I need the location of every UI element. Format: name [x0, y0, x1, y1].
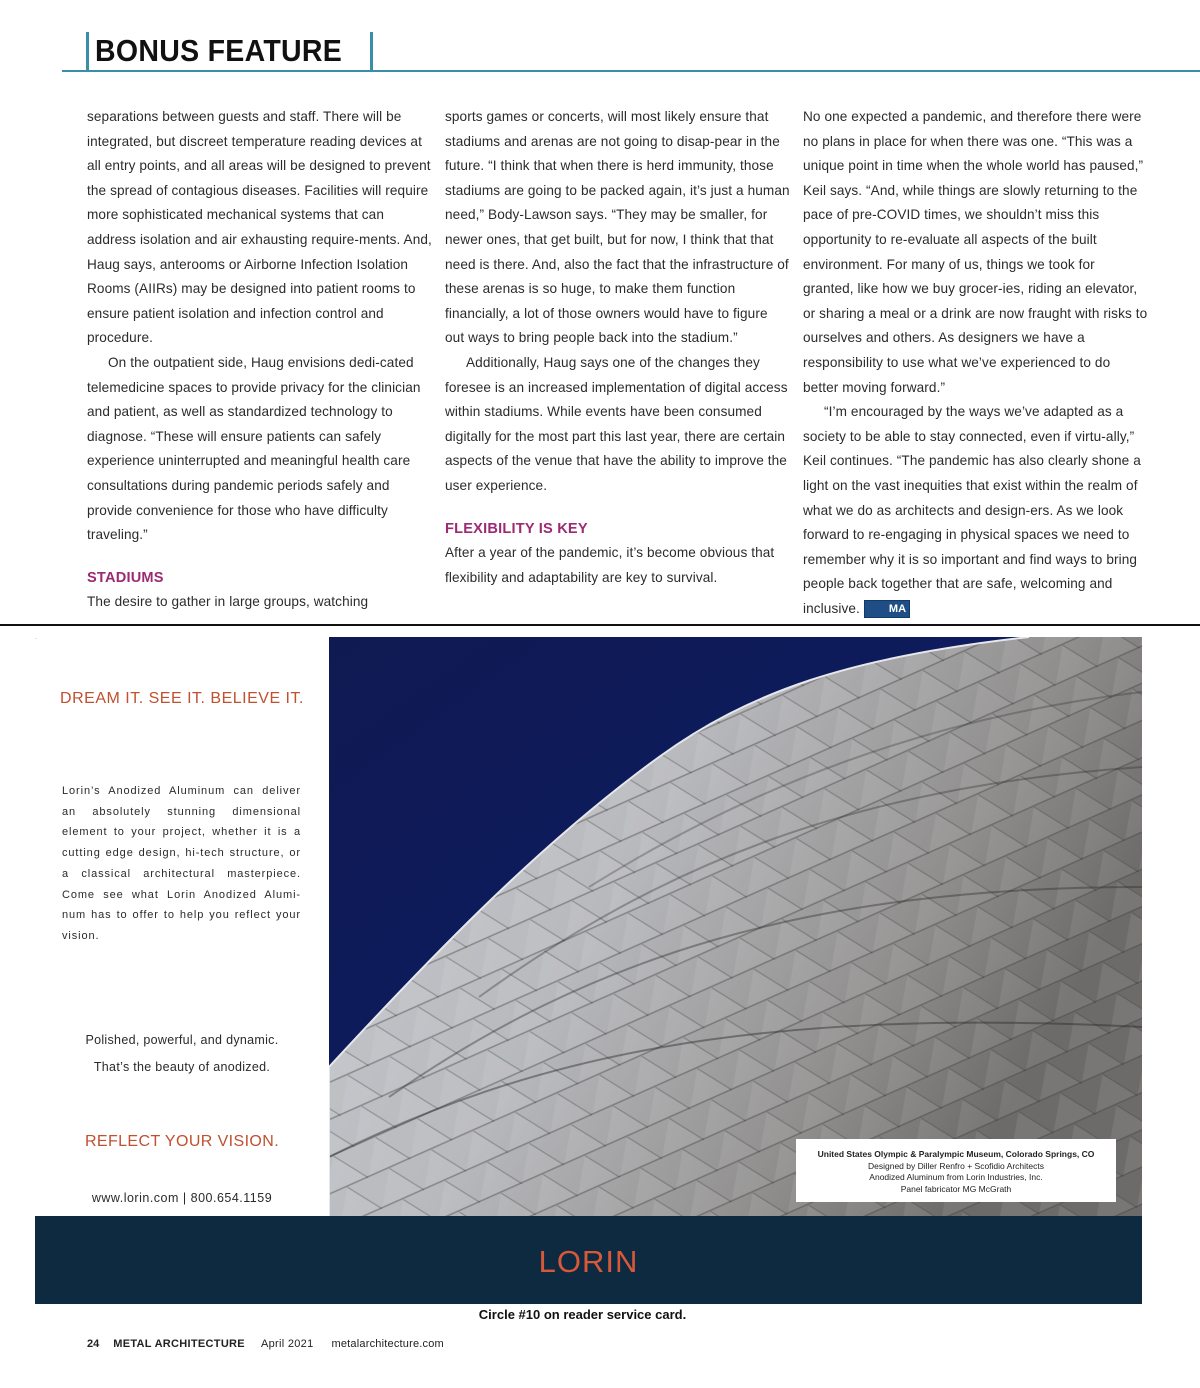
article-column-1	[87, 105, 432, 615]
magazine-name: METAL ARCHITECTURE	[113, 1338, 245, 1350]
issue-date: April 2021	[260, 1338, 314, 1350]
end-mark-logo: MA	[864, 600, 910, 618]
contact-separator: |	[182, 1191, 187, 1205]
paragraph: On the outpatient side, Haug envisions dedi-cated telemedicine spaces to provide privacy for the clinician and patient, as well as standardized technology to diagnose. “These will ensure patients can safely experience uninterrupted and meaningful health care consultations during pandemic periods safely and provide convenience for those who have difficulty traveling.”	[87, 354, 421, 543]
reader-service-note: Circle #10 on reader service card.	[478, 1307, 687, 1322]
paragraph: After a year of the pandemic, it’s become obvious that flexibility and adaptability are key to survival.	[445, 545, 775, 585]
page-footer	[87, 1338, 444, 1350]
crop-mark: ·	[35, 636, 37, 642]
paragraph: The desire to gather in large groups, watching	[87, 594, 369, 610]
caption-line-3: Anodized Aluminum from Lorin Industries, Inc.	[869, 1172, 1043, 1182]
section-title: BONUS FEATURE	[95, 33, 343, 68]
page-header	[0, 30, 1200, 72]
ad-reflect-headline: REFLECT YOUR VISION.	[84, 1133, 280, 1150]
subheading-flexibility: FLEXIBILITY IS KEY	[445, 520, 588, 537]
ad-text-panel	[35, 637, 329, 1216]
ad-photo-building-facade	[329, 637, 1142, 1216]
page-number: 24	[87, 1338, 100, 1350]
ad-phone: 800.654.1159	[190, 1191, 273, 1205]
caption-line-1: United States Olympic & Paralympic Museum, Colorado Springs, CO	[817, 1149, 1095, 1159]
header-rule	[62, 70, 1200, 72]
caption-line-4: Panel fabricator MG McGrath	[900, 1183, 1012, 1194]
ad-contact	[35, 1191, 329, 1205]
facade-illustration	[329, 637, 1142, 1216]
ad-slogan-line-1: Polished, powerful, and dynamic.	[85, 1033, 279, 1047]
ad-brand-bar	[35, 1216, 1142, 1304]
paragraph: Additionally, Haug says one of the changes they foresee is an increased implementation of digital access within stadiums. While events have been consumed digitally for the most part this last year, there are certain aspects of the venue that have the ability to improve the user experience.	[445, 354, 788, 493]
article-column-2	[445, 105, 790, 590]
ad-slogan	[35, 1027, 329, 1081]
paragraph-text: “I’m encouraged by the ways we’ve adapted as a society to be able to stay connected, even if virtu-ally,” Keil continues. “The pandemic has also clearly shone a light on the vast inequities that exist within the realm of what we do as architects and design-ers. As we look forward to re-engaging in physical spaces we need to remember why it is so important and find ways to bring people back together that are safe, welcoming and inclusive.	[803, 404, 1141, 616]
subheading-stadiums: STADIUMS	[87, 569, 164, 586]
paragraph: separations between guests and staff. There will be integrated, but discreet temperature reading devices at all entry points, and all areas will be designed to prevent the spread of contagious diseases. Facilities will require more sophisticated mechanical systems that can address isolation and air exhausting require-ments. And, Haug says, anterooms or Airborne Infection Isolation Rooms (AIIRs) may be designed into patient rooms to ensure patient isolation and infection control and procedure.	[87, 109, 432, 346]
caption-line-2: Designed by Diller Renfro + Scofidio Architects	[868, 1160, 1044, 1171]
lorin-logo: LORIN	[538, 1244, 639, 1279]
article-column-3	[803, 105, 1148, 621]
paragraph-final	[803, 400, 1148, 621]
magazine-url[interactable]: metalarchitecture.com	[331, 1338, 444, 1350]
photo-caption	[796, 1139, 1116, 1202]
paragraph: sports games or concerts, will most likely ensure that stadiums and arenas are not going to disap-pear in the future. “I think that when there is herd immunity, those stadiums are going to be packed again, it’s just a human need,” Body-Lawson says. “They may be smaller, for newer ones, that get built, but for now, I think that that need is there. And, also the fact that the infrastructure of these arenas is so huge, to make them function financially, a lot of those owners would have to figure out ways to bring people back into the stadium.”	[445, 109, 790, 346]
ad-tagline: DREAM IT. SEE IT. BELIEVE IT.	[60, 690, 304, 707]
ad-body-copy: Lorin’s Anodized Aluminum can deliver an absolutely stunning dimensional element to your project, whether it is a cutting edge design, hi-tech structure, or a classical architectural masterpiece. Come see what Lorin Anodized Alumi-num has to offer to help you reflect your vision.	[62, 785, 301, 942]
ad-slogan-line-2: That’s the beauty of anodized.	[93, 1060, 271, 1074]
header-box	[86, 32, 373, 70]
paragraph: No one expected a pandemic, and therefore there were no plans in place for when there was one. “This was a unique point in time when the whole world has paused,” Keil says. “And, while things are slowly returning to the pace of pre-COVID times, we shouldn’t miss this opportunity to re-evaluate all aspects of the built environment. For many of us, things we took for granted, like how we buy grocer-ies, riding an elevator, or sharing a meal or a drink are now fraught with risks to ourselves and others. As designers we have a responsibility to use what we’ve experienced to do better moving forward.”	[803, 109, 1148, 395]
ad-website-link[interactable]: www.lorin.com	[91, 1191, 179, 1205]
ad-divider-rule	[0, 624, 1200, 626]
